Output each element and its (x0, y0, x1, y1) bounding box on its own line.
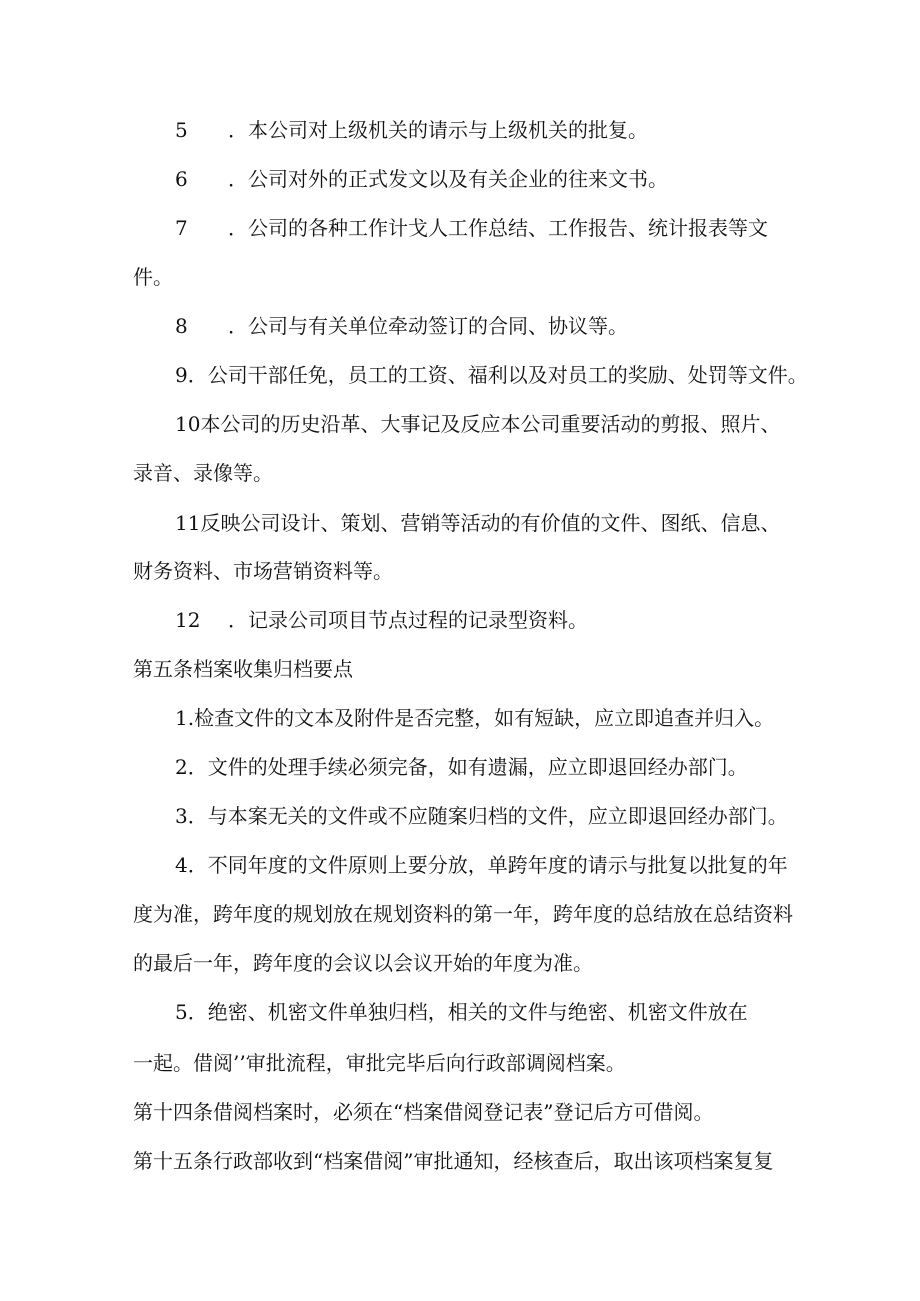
section-title: 第五条档案收集归档要点 (133, 657, 353, 681)
item-text: 1.检查文件的文本及附件是否完整，如有短缺，应立即追查并归入。 (175, 706, 775, 730)
item-number: 7 (175, 216, 188, 240)
item-text: ．公司对外的正式发文以及有关企业的往来文书。 (228, 167, 668, 191)
item-text: ．记录公司项目节点过程的记录型资料。 (228, 608, 588, 632)
item-text: 10本公司的历史沿革、大事记及反应本公司重要活动的剪报、照片、 (175, 412, 781, 436)
item-text: ．公司的各种工作计戈人工作总结、工作报告、统计报表等文 (228, 216, 768, 240)
item-number: 6 (175, 167, 188, 191)
item-text: 5．绝密、机密文件单独归档，相关的文件与绝密、机密文件放在 (175, 1000, 748, 1024)
item-number: 12 (175, 608, 201, 632)
item-text: 的最后一年，跨年度的会议以会议开始的年度为准。 (133, 951, 593, 975)
paragraph-text: 第十四条借阅档案时，必须在“档案借阅登记表”登记后方可借阅。 (133, 1100, 714, 1124)
item-text: 3．与本案无关的文件或不应随案归档的文件，应立即退回经办部门。 (175, 804, 788, 828)
item-text: 录音、录像等。 (133, 461, 273, 485)
item-text: 9．公司干部任免，员工的工资、福利以及对员工的奖励、处罚等文件。 (175, 363, 808, 387)
paragraph-text: 一起。借阅’’审批流程，审批完毕后向行政部调阅档案。 (133, 1051, 626, 1075)
item-text: ．公司与有关单位牵动签订的合同、协议等。 (228, 314, 628, 338)
paragraph-text: 第十五条行政部收到“档案借阅”审批通知，经核查后，取出该项档案复复 (133, 1149, 774, 1173)
item-text: 财务资料、市场营销资料等。 (133, 559, 393, 583)
item-number: 5 (175, 118, 188, 142)
item-text: 4．不同年度的文件原则上要分放，单跨年度的请示与批复以批复的年 (175, 853, 788, 877)
item-text: 2．文件的处理手续必须完备，如有遗漏，应立即退回经办部门。 (175, 755, 748, 779)
item-text: 件。 (133, 265, 173, 289)
item-text: ．本公司对上级机关的请示与上级机关的批复。 (228, 118, 648, 142)
item-number: 8 (175, 314, 188, 338)
item-text: 11反映公司设计、策划、营销等活动的有价值的文件、图纸、信息、 (175, 511, 781, 535)
item-text: 度为准，跨年度的规划放在规划资料的第一年，跨年度的总结放在总结资料 (133, 902, 793, 926)
